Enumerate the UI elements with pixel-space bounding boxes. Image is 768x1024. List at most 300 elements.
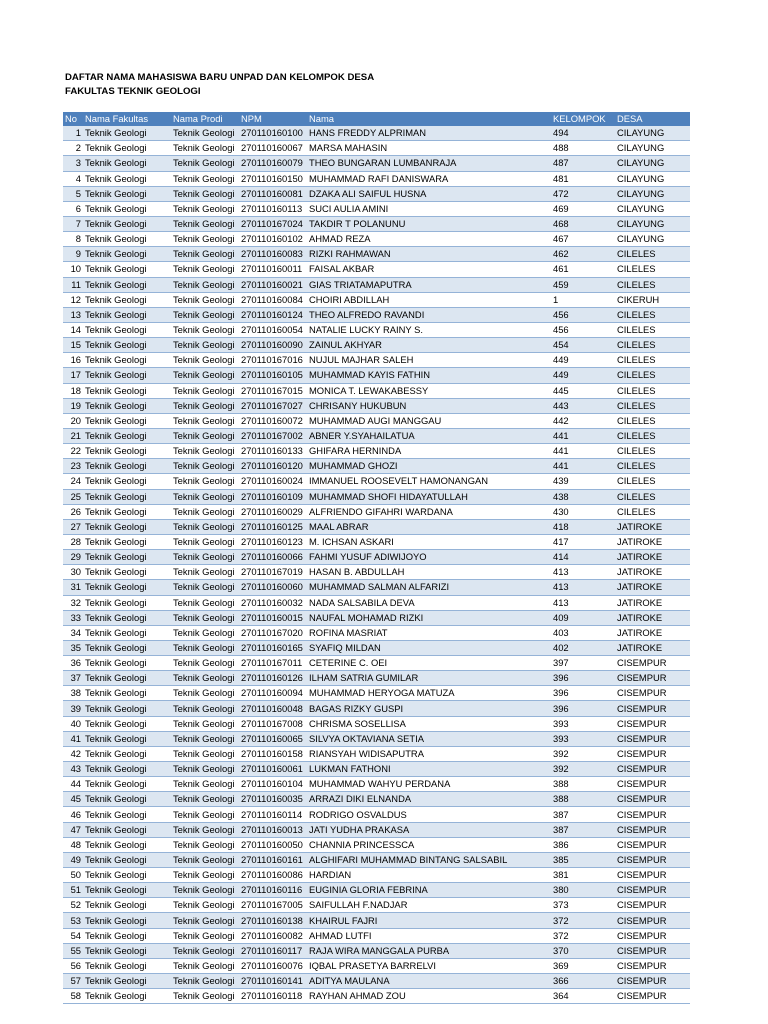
cell-kelompok: 438 (551, 489, 615, 504)
table-row (63, 338, 690, 353)
cell-no: 57 (63, 974, 83, 989)
cell-nama-fakultas: Teknik Geologi (83, 186, 171, 201)
cell-nama-prodi: Teknik Geologi (171, 141, 239, 156)
cell-npm: 270110160165 (239, 640, 307, 655)
cell-kelompok: 369 (551, 958, 615, 973)
cell-kelompok: 396 (551, 686, 615, 701)
cell-npm: 270110160067 (239, 141, 307, 156)
cell-kelompok: 454 (551, 338, 615, 353)
cell-npm: 270110167005 (239, 898, 307, 913)
cell-no: 4 (63, 171, 83, 186)
cell-nama: SUCI AULIA AMINI (307, 201, 551, 216)
cell-nama-prodi: Teknik Geologi (171, 974, 239, 989)
cell-no: 27 (63, 519, 83, 534)
cell-npm: 270110167016 (239, 353, 307, 368)
cell-nama: RAJA WIRA MANGGALA PURBA (307, 943, 551, 958)
cell-kelompok: 445 (551, 383, 615, 398)
cell-nama-prodi: Teknik Geologi (171, 610, 239, 625)
table-row (63, 777, 690, 792)
cell-nama-prodi: Teknik Geologi (171, 534, 239, 549)
cell-npm: 270110160084 (239, 292, 307, 307)
cell-kelompok: 1 (551, 292, 615, 307)
cell-nama: SYAFIQ MILDAN (307, 640, 551, 655)
cell-no: 25 (63, 489, 83, 504)
cell-nama: ADITYA MAULANA (307, 974, 551, 989)
cell-npm: 270110160035 (239, 792, 307, 807)
cell-nama: NADA SALSABILA DEVA (307, 595, 551, 610)
table-row (63, 913, 690, 928)
cell-no: 30 (63, 565, 83, 580)
cell-npm: 270110167027 (239, 398, 307, 413)
cell-no: 47 (63, 822, 83, 837)
cell-desa: CISEMPUR (615, 928, 690, 943)
cell-kelompok: 459 (551, 277, 615, 292)
table-row (63, 368, 690, 383)
cell-nama-prodi: Teknik Geologi (171, 716, 239, 731)
cell-nama-fakultas: Teknik Geologi (83, 671, 171, 686)
cell-npm: 270110160090 (239, 338, 307, 353)
cell-nama-prodi: Teknik Geologi (171, 762, 239, 777)
cell-desa: JATIROKE (615, 640, 690, 655)
cell-npm: 270110160116 (239, 883, 307, 898)
cell-npm: 270110160072 (239, 413, 307, 428)
cell-nama-fakultas: Teknik Geologi (83, 307, 171, 322)
cell-nama-fakultas: Teknik Geologi (83, 656, 171, 671)
cell-nama-prodi: Teknik Geologi (171, 746, 239, 761)
cell-nama-prodi: Teknik Geologi (171, 656, 239, 671)
cell-desa: JATIROKE (615, 550, 690, 565)
cell-desa: CILELES (615, 262, 690, 277)
cell-kelompok: 430 (551, 504, 615, 519)
cell-nama-fakultas: Teknik Geologi (83, 974, 171, 989)
cell-kelompok: 387 (551, 822, 615, 837)
table-row (63, 716, 690, 731)
cell-npm: 270110160060 (239, 580, 307, 595)
cell-kelompok: 403 (551, 625, 615, 640)
cell-nama-fakultas: Teknik Geologi (83, 353, 171, 368)
cell-npm: 270110160048 (239, 701, 307, 716)
cell-nama-fakultas: Teknik Geologi (83, 928, 171, 943)
cell-nama: RAYHAN AHMAD ZOU (307, 989, 551, 1004)
cell-nama: RIZKI RAHMAWAN (307, 247, 551, 262)
cell-desa: CISEMPUR (615, 671, 690, 686)
cell-no: 24 (63, 474, 83, 489)
cell-desa: JATIROKE (615, 610, 690, 625)
cell-nama-prodi: Teknik Geologi (171, 565, 239, 580)
cell-nama-prodi: Teknik Geologi (171, 989, 239, 1004)
cell-nama-fakultas: Teknik Geologi (83, 171, 171, 186)
cell-nama: GHIFARA HERNINDA (307, 444, 551, 459)
cell-no: 14 (63, 322, 83, 337)
cell-no: 44 (63, 777, 83, 792)
cell-nama-prodi: Teknik Geologi (171, 898, 239, 913)
cell-nama-fakultas: Teknik Geologi (83, 640, 171, 655)
cell-npm: 270110160013 (239, 822, 307, 837)
cell-npm: 270110160021 (239, 277, 307, 292)
cell-kelompok: 472 (551, 186, 615, 201)
cell-no: 17 (63, 368, 83, 383)
cell-no: 32 (63, 595, 83, 610)
cell-kelompok: 392 (551, 746, 615, 761)
table-row (63, 807, 690, 822)
cell-desa: CILELES (615, 322, 690, 337)
cell-desa: CILELES (615, 444, 690, 459)
cell-nama: MUHAMMAD GHOZI (307, 459, 551, 474)
cell-kelompok: 366 (551, 974, 615, 989)
cell-kelompok: 414 (551, 550, 615, 565)
cell-npm: 270110160015 (239, 610, 307, 625)
cell-no: 18 (63, 383, 83, 398)
cell-nama-prodi: Teknik Geologi (171, 353, 239, 368)
cell-desa: CISEMPUR (615, 701, 690, 716)
cell-npm: 270110160054 (239, 322, 307, 337)
cell-no: 53 (63, 913, 83, 928)
cell-nama-prodi: Teknik Geologi (171, 322, 239, 337)
table-row (63, 444, 690, 459)
cell-nama-prodi: Teknik Geologi (171, 731, 239, 746)
cell-kelompok: 456 (551, 322, 615, 337)
table-row (63, 459, 690, 474)
cell-kelompok: 413 (551, 565, 615, 580)
cell-npm: 270110167015 (239, 383, 307, 398)
cell-kelompok: 393 (551, 731, 615, 746)
cell-desa: CILELES (615, 504, 690, 519)
cell-npm: 270110160123 (239, 534, 307, 549)
cell-desa: CISEMPUR (615, 852, 690, 867)
cell-nama: MUHAMMAD HERYOGA MATUZA (307, 686, 551, 701)
cell-desa: CIKERUH (615, 292, 690, 307)
cell-kelompok: 462 (551, 247, 615, 262)
cell-no: 1 (63, 126, 83, 141)
cell-nama-prodi: Teknik Geologi (171, 837, 239, 852)
document-title-block (65, 71, 374, 99)
table-row (63, 141, 690, 156)
cell-desa: CISEMPUR (615, 883, 690, 898)
cell-nama: RODRIGO OSVALDUS (307, 807, 551, 822)
cell-nama: LUKMAN FATHONI (307, 762, 551, 777)
cell-npm: 270110160158 (239, 746, 307, 761)
cell-nama-prodi: Teknik Geologi (171, 186, 239, 201)
cell-nama-fakultas: Teknik Geologi (83, 913, 171, 928)
table-row (63, 262, 690, 277)
cell-kelompok: 449 (551, 353, 615, 368)
cell-nama: SAIFULLAH F.NADJAR (307, 898, 551, 913)
cell-kelompok: 409 (551, 610, 615, 625)
cell-nama: IQBAL PRASETYA BARRELVI (307, 958, 551, 973)
cell-kelompok: 441 (551, 428, 615, 443)
cell-nama-fakultas: Teknik Geologi (83, 762, 171, 777)
table-row (63, 595, 690, 610)
cell-nama-fakultas: Teknik Geologi (83, 262, 171, 277)
cell-nama-fakultas: Teknik Geologi (83, 489, 171, 504)
cell-nama-prodi: Teknik Geologi (171, 338, 239, 353)
cell-desa: JATIROKE (615, 534, 690, 549)
cell-nama-fakultas: Teknik Geologi (83, 383, 171, 398)
cell-nama: MAAL ABRAR (307, 519, 551, 534)
cell-desa: CILELES (615, 383, 690, 398)
cell-nama: SILVYA OKTAVIANA SETIA (307, 731, 551, 746)
header-no: No (63, 112, 83, 126)
cell-npm: 270110160066 (239, 550, 307, 565)
cell-kelompok: 402 (551, 640, 615, 655)
cell-kelompok: 418 (551, 519, 615, 534)
cell-nama-prodi: Teknik Geologi (171, 625, 239, 640)
cell-nama: BAGAS RIZKY GUSPI (307, 701, 551, 716)
cell-nama-fakultas: Teknik Geologi (83, 822, 171, 837)
cell-npm: 270110160081 (239, 186, 307, 201)
cell-npm: 270110160011 (239, 262, 307, 277)
table-body (63, 126, 690, 1004)
cell-desa: CILELES (615, 247, 690, 262)
cell-no: 7 (63, 216, 83, 231)
table-row (63, 701, 690, 716)
table-row (63, 580, 690, 595)
cell-nama-fakultas: Teknik Geologi (83, 777, 171, 792)
cell-nama: ROFINA MASRIAT (307, 625, 551, 640)
cell-nama-fakultas: Teknik Geologi (83, 565, 171, 580)
cell-npm: 270110167019 (239, 565, 307, 580)
cell-kelompok: 392 (551, 762, 615, 777)
cell-desa: CILAYUNG (615, 186, 690, 201)
cell-nama-fakultas: Teknik Geologi (83, 519, 171, 534)
table-row (63, 928, 690, 943)
cell-nama: CHANNIA PRINCESSCA (307, 837, 551, 852)
cell-nama-fakultas: Teknik Geologi (83, 610, 171, 625)
cell-kelompok: 386 (551, 837, 615, 852)
cell-nama-prodi: Teknik Geologi (171, 519, 239, 534)
cell-nama: IMMANUEL ROOSEVELT HAMONANGAN (307, 474, 551, 489)
header-nama-fakultas: Nama Fakultas (83, 112, 171, 126)
cell-nama: ALGHIFARI MUHAMMAD BINTANG SALSABIL (307, 852, 551, 867)
cell-desa: CISEMPUR (615, 686, 690, 701)
cell-no: 3 (63, 156, 83, 171)
cell-nama: NAUFAL MOHAMAD RIZKI (307, 610, 551, 625)
cell-nama: NUJUL MAJHAR SALEH (307, 353, 551, 368)
table-row (63, 322, 690, 337)
cell-no: 36 (63, 656, 83, 671)
table-row (63, 216, 690, 231)
cell-nama: AHMAD LUTFI (307, 928, 551, 943)
cell-nama-prodi: Teknik Geologi (171, 550, 239, 565)
cell-desa: CISEMPUR (615, 716, 690, 731)
cell-nama: NATALIE LUCKY RAINY S. (307, 322, 551, 337)
cell-no: 20 (63, 413, 83, 428)
cell-kelompok: 396 (551, 701, 615, 716)
cell-npm: 270110160061 (239, 762, 307, 777)
cell-desa: CISEMPUR (615, 913, 690, 928)
table-row (63, 898, 690, 913)
cell-npm: 270110160076 (239, 958, 307, 973)
cell-nama-prodi: Teknik Geologi (171, 868, 239, 883)
cell-nama: THEO BUNGARAN LUMBANRAJA (307, 156, 551, 171)
cell-nama-fakultas: Teknik Geologi (83, 216, 171, 231)
cell-nama-fakultas: Teknik Geologi (83, 686, 171, 701)
cell-nama-fakultas: Teknik Geologi (83, 958, 171, 973)
table-row (63, 428, 690, 443)
cell-nama-prodi: Teknik Geologi (171, 686, 239, 701)
cell-desa: CISEMPUR (615, 943, 690, 958)
cell-kelompok: 372 (551, 928, 615, 943)
cell-no: 31 (63, 580, 83, 595)
cell-desa: CILAYUNG (615, 156, 690, 171)
cell-npm: 270110160032 (239, 595, 307, 610)
table-row (63, 534, 690, 549)
cell-kelompok: 467 (551, 232, 615, 247)
cell-nama: CETERINE C. OEI (307, 656, 551, 671)
cell-desa: CISEMPUR (615, 989, 690, 1004)
cell-desa: CILELES (615, 474, 690, 489)
cell-kelompok: 443 (551, 398, 615, 413)
cell-nama-fakultas: Teknik Geologi (83, 625, 171, 640)
cell-desa: CISEMPUR (615, 958, 690, 973)
cell-nama-fakultas: Teknik Geologi (83, 550, 171, 565)
cell-nama-prodi: Teknik Geologi (171, 807, 239, 822)
cell-no: 33 (63, 610, 83, 625)
cell-kelompok: 417 (551, 534, 615, 549)
cell-kelompok: 461 (551, 262, 615, 277)
cell-nama: HASAN B. ABDULLAH (307, 565, 551, 580)
cell-nama: ARRAZI DIKI ELNANDA (307, 792, 551, 807)
cell-nama-fakultas: Teknik Geologi (83, 201, 171, 216)
cell-npm: 270110160109 (239, 489, 307, 504)
cell-no: 42 (63, 746, 83, 761)
table-row (63, 550, 690, 565)
cell-npm: 270110160114 (239, 807, 307, 822)
table-row (63, 398, 690, 413)
table-row (63, 504, 690, 519)
cell-nama: EUGINIA GLORIA FEBRINA (307, 883, 551, 898)
cell-desa: CILAYUNG (615, 126, 690, 141)
cell-desa: CISEMPUR (615, 777, 690, 792)
cell-desa: CILELES (615, 413, 690, 428)
cell-nama-fakultas: Teknik Geologi (83, 701, 171, 716)
cell-desa: CISEMPUR (615, 868, 690, 883)
cell-nama-fakultas: Teknik Geologi (83, 716, 171, 731)
table-header (63, 112, 690, 126)
cell-nama-fakultas: Teknik Geologi (83, 398, 171, 413)
cell-no: 12 (63, 292, 83, 307)
cell-nama-prodi: Teknik Geologi (171, 171, 239, 186)
cell-nama: FAISAL AKBAR (307, 262, 551, 277)
cell-kelompok: 449 (551, 368, 615, 383)
cell-nama-prodi: Teknik Geologi (171, 504, 239, 519)
cell-desa: CISEMPUR (615, 792, 690, 807)
table-row (63, 625, 690, 640)
cell-kelompok: 380 (551, 883, 615, 898)
cell-nama-prodi: Teknik Geologi (171, 640, 239, 655)
cell-nama-fakultas: Teknik Geologi (83, 898, 171, 913)
table-row (63, 474, 690, 489)
cell-nama: CHOIRI ABDILLAH (307, 292, 551, 307)
cell-nama-fakultas: Teknik Geologi (83, 277, 171, 292)
cell-kelompok: 468 (551, 216, 615, 231)
cell-desa: CILELES (615, 368, 690, 383)
header-npm: NPM (239, 112, 307, 126)
cell-desa: CISEMPUR (615, 974, 690, 989)
document-subtitle: FAKULTAS TEKNIK GEOLOGI (65, 86, 201, 97)
cell-no: 19 (63, 398, 83, 413)
cell-kelompok: 387 (551, 807, 615, 822)
table-row (63, 565, 690, 580)
cell-nama-prodi: Teknik Geologi (171, 580, 239, 595)
cell-kelompok: 396 (551, 671, 615, 686)
cell-nama-prodi: Teknik Geologi (171, 247, 239, 262)
cell-desa: CILAYUNG (615, 141, 690, 156)
cell-no: 34 (63, 625, 83, 640)
cell-npm: 270110160125 (239, 519, 307, 534)
cell-nama-fakultas: Teknik Geologi (83, 247, 171, 262)
student-table (63, 112, 690, 1004)
cell-npm: 270110167008 (239, 716, 307, 731)
cell-nama-prodi: Teknik Geologi (171, 156, 239, 171)
cell-no: 52 (63, 898, 83, 913)
cell-no: 41 (63, 731, 83, 746)
cell-npm: 270110160141 (239, 974, 307, 989)
cell-nama-prodi: Teknik Geologi (171, 292, 239, 307)
cell-no: 11 (63, 277, 83, 292)
cell-kelompok: 469 (551, 201, 615, 216)
cell-desa: CILAYUNG (615, 171, 690, 186)
cell-desa: CISEMPUR (615, 762, 690, 777)
table-row (63, 731, 690, 746)
cell-npm: 270110160029 (239, 504, 307, 519)
cell-desa: CILELES (615, 338, 690, 353)
cell-no: 49 (63, 852, 83, 867)
header-nama: Nama (307, 112, 551, 126)
cell-kelompok: 481 (551, 171, 615, 186)
table-row (63, 247, 690, 262)
cell-npm: 270110160079 (239, 156, 307, 171)
cell-nama-fakultas: Teknik Geologi (83, 837, 171, 852)
cell-npm: 270110160133 (239, 444, 307, 459)
cell-nama-fakultas: Teknik Geologi (83, 459, 171, 474)
cell-nama: TAKDIR T POLANUNU (307, 216, 551, 231)
table-row (63, 958, 690, 973)
cell-nama-prodi: Teknik Geologi (171, 277, 239, 292)
cell-npm: 270110167011 (239, 656, 307, 671)
cell-nama: CHRISANY HUKUBUN (307, 398, 551, 413)
cell-no: 51 (63, 883, 83, 898)
cell-no: 46 (63, 807, 83, 822)
table-row (63, 489, 690, 504)
table-row (63, 837, 690, 852)
cell-nama-fakultas: Teknik Geologi (83, 852, 171, 867)
cell-nama-prodi: Teknik Geologi (171, 701, 239, 716)
cell-kelompok: 494 (551, 126, 615, 141)
cell-nama-prodi: Teknik Geologi (171, 444, 239, 459)
table-row (63, 943, 690, 958)
cell-no: 35 (63, 640, 83, 655)
cell-kelompok: 370 (551, 943, 615, 958)
cell-nama-prodi: Teknik Geologi (171, 792, 239, 807)
cell-desa: JATIROKE (615, 519, 690, 534)
cell-nama: ZAINUL AKHYAR (307, 338, 551, 353)
table-row (63, 868, 690, 883)
cell-npm: 270110160105 (239, 368, 307, 383)
cell-nama-fakultas: Teknik Geologi (83, 156, 171, 171)
cell-npm: 270110160150 (239, 171, 307, 186)
table-row (63, 746, 690, 761)
cell-desa: JATIROKE (615, 625, 690, 640)
cell-desa: CILELES (615, 489, 690, 504)
cell-nama-prodi: Teknik Geologi (171, 307, 239, 322)
cell-npm: 270110160138 (239, 913, 307, 928)
table-row (63, 762, 690, 777)
cell-nama: RIANSYAH WIDISAPUTRA (307, 746, 551, 761)
cell-nama: ALFRIENDO GIFAHRI WARDANA (307, 504, 551, 519)
cell-nama: MONICA T. LEWAKABESSY (307, 383, 551, 398)
cell-nama: THEO ALFREDO RAVANDI (307, 307, 551, 322)
